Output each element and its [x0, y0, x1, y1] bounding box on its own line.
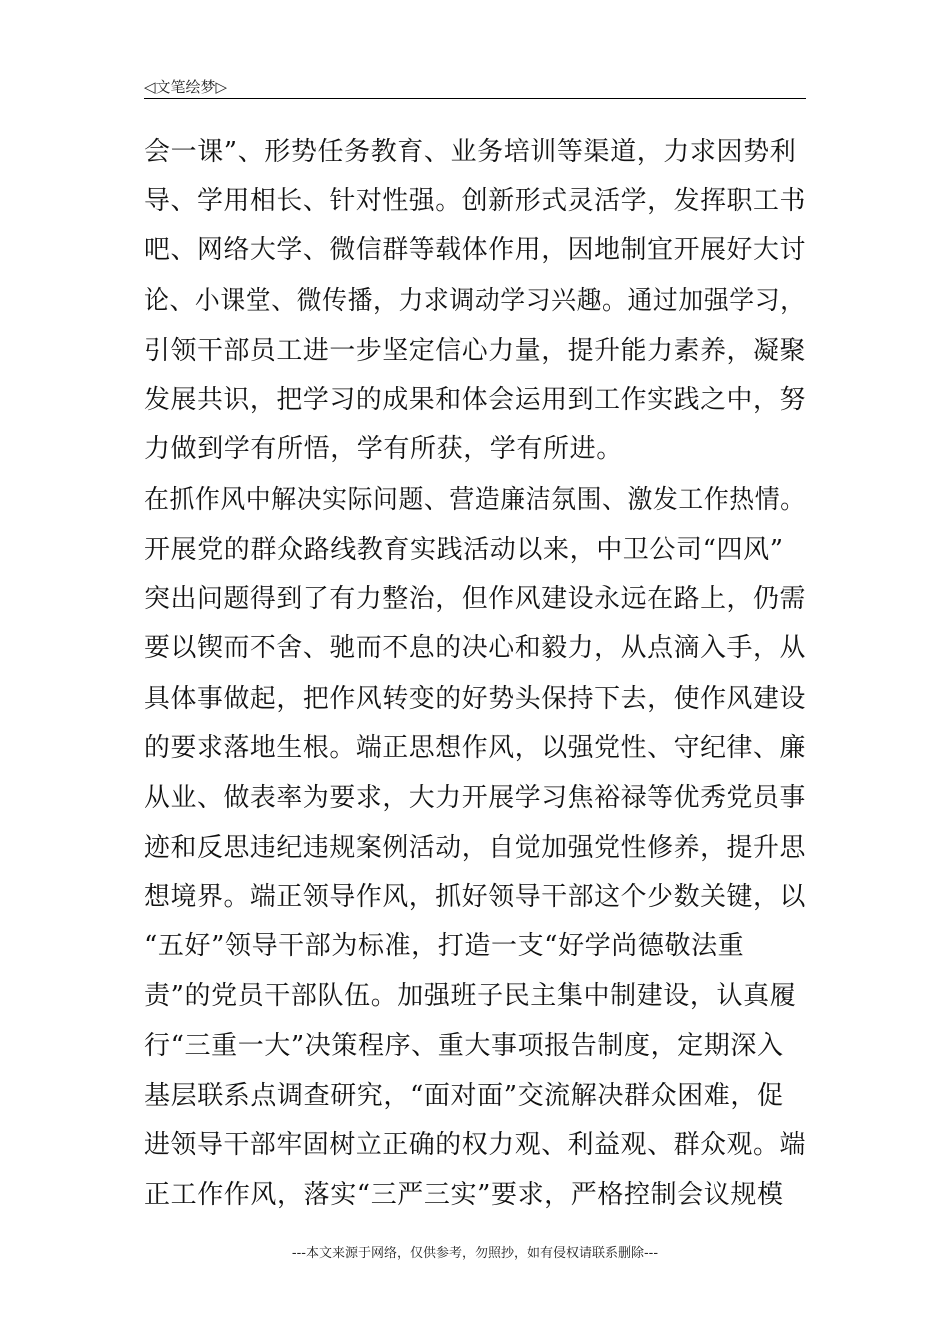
body-line: 进领导干部牢固树立正确的权力观、利益观、群众观。端	[144, 1130, 807, 1160]
body-line: 责”的党员干部队伍。加强班子民主集中制建设，认真履	[144, 981, 797, 1011]
body-line: 引领干部员工进一步坚定信心力量，提升能力素养，凝聚	[144, 336, 807, 366]
body-line: 具体事做起，把作风转变的好势头保持下去，使作风建设	[144, 684, 807, 714]
body-line: 的要求落地生根。端正思想作风，以强党性、守纪律、廉	[144, 733, 807, 763]
body-line: 要以锲而不舍、驰而不息的决心和毅力，从点滴入手，从	[144, 633, 807, 663]
body-line: 会一课”、形势任务教育、业务培训等渠道，力求因势利	[144, 137, 797, 167]
body-line: 突出问题得到了有力整治，但作风建设永远在路上，仍需	[144, 584, 807, 614]
body-line: 吧、网络大学、微信群等载体作用，因地制宜开展好大讨	[144, 235, 807, 265]
body-line: 从业、做表率为要求，大力开展学习焦裕禄等优秀党员事	[144, 783, 807, 813]
body-line: 开展党的群众路线教育实践活动以来，中卫公司“四风”	[144, 535, 784, 565]
body-line: 基层联系点调查研究，“面对面”交流解决群众困难，促	[144, 1081, 784, 1111]
body-line: 论、小课堂、微传播，力求调动学习兴趣。通过加强学习，	[144, 286, 806, 316]
body-line: 想境界。端正领导作风，抓好领导干部这个少数关键，以	[144, 882, 807, 912]
body-line: 力做到学有所悟，学有所获，学有所进。	[144, 434, 623, 464]
page-footer: ---本文来源于网络，仅供参考，勿照抄，如有侵权请联系删除---	[291, 1246, 659, 1261]
body-line: 迹和反思违纪违规案例活动，自觉加强党性修养，提升思	[144, 833, 807, 863]
body-line: 发展共识，把学习的成果和体会运用到工作实践之中，努	[144, 385, 807, 415]
body-line: 导、学用相长、针对性强。创新形式灵活学，发挥职工书	[144, 186, 807, 216]
body-line: “五好”领导干部为标准，打造一支“好学尚德敬法重	[144, 931, 745, 961]
body-line: 行“三重一大”决策程序、重大事项报告制度，定期深入	[144, 1031, 784, 1061]
header-title: ◁文笔绘梦▷	[144, 78, 228, 96]
body-line: 在抓作风中解决实际问题、营造廉洁氛围、激发工作热情。	[144, 485, 806, 515]
body-line: 正工作作风，落实“三严三实”要求，严格控制会议规模	[144, 1180, 784, 1210]
